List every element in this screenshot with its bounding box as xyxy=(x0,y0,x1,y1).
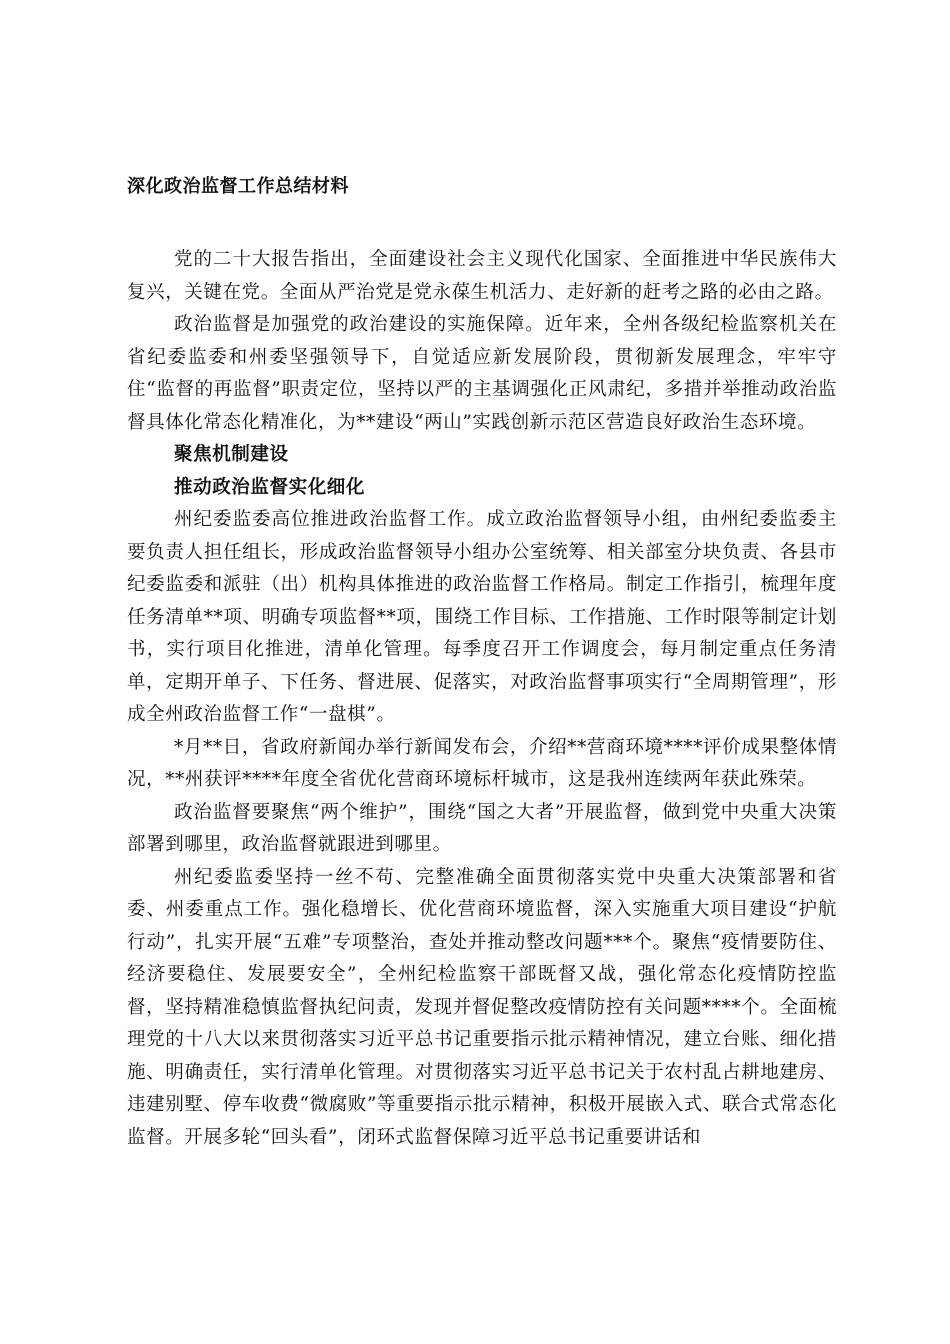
title-spacer xyxy=(127,202,837,244)
section-subheading-refinement: 推动政治监督实化细化 xyxy=(174,476,366,498)
document-title: 深化政治监督工作总结材料 xyxy=(127,176,349,197)
paragraph-leadership-group: 州纪委监委高位推进政治监督工作。成立政治监督领导小组，由州纪委监委主要负责人担任组长，形成政治监督领导小组办公室统筹、相关部室分块负责、各县市纪委监委和派驻（出）机构具体推进的政治监督工作格局。制定工作指引，梳理年度任务清单**项、明确专项监督**项，围绕工作目标、工作措施、工作时限等制定计划书，实行项目化推进，清单化管理。每季度召开工作调度会，每月制定重点任务清单，定期开单子、下任务、督进展、促落实，对政治监督事项实行“全周期管理”，形成全州政治监督工作“一盘棋”。 xyxy=(127,509,837,725)
paragraph-two-safeguards: 政治监督要聚焦“两个维护”，围绕“国之大者”开展监督，做到党中央重大决策部署到哪里，政治监督就跟进到哪里。 xyxy=(127,801,837,855)
section-heading-mechanism: 聚焦机制建设 xyxy=(174,444,289,465)
document-body xyxy=(127,172,837,1154)
paragraph-political-supervision: 政治监督是加强党的政治建设的实施保障。近年来，全州各级纪检监察机关在省纪委监委和州委坚强领导下，自觉适应新发展阶段，贯彻新发展理念，牢牢守住“监督的再监督”职责定位，坚持以严的主基调强化正风肃纪，多措并举推动政治监督具体化常态化精准化，为**建设“两山”实践创新示范区营造良好政治生态环境。 xyxy=(127,314,837,433)
paragraph-implementation: 州纪委监委坚持一丝不苟、完整准确全面贯彻落实党中央重大决策部署和省委、州委重点工作。强化稳增长、优化营商环境监督，深入实施重大项目建设“护航行动”，扎实开展“五难”专项整治，查处并推动整改问题***个。聚焦“疫情要防住、经济要稳住、发展要安全”，全州纪检监察干部既督又战，强化常态化疫情防控监督，坚持精准稳慎监督执纪问责，发现并督促整改疫情防控有关问题****个。全面梳理党的十八大以来贯彻落实习近平总书记重要指示批示精神情况，建立台账、细化措施、明确责任，实行清单化管理。对贯彻落实习近平总书记关于农村乱占耕地建房、违建别墅、停车收费“微腐败”等重要指示批示精神，积极开展嵌入式、联合式常态化监督。开展多轮“回头看”，闭环式监督保障习近平总书记重要讲话和 xyxy=(127,866,837,1148)
paragraph-intro: 党的二十大报告指出，全面建设社会主义现代化国家、全面推进中华民族伟大复兴，关键在党。全面从严治党是党永葆生机活力、走好新的赶考之路的必由之路。 xyxy=(127,249,837,303)
paragraph-press-conference: *月**日，省政府新闻办举行新闻发布会，介绍**营商环境****评价成果整体情况，**州获评****年度全省优化营商环境标杆城市，这是我州连续两年获此殊荣。 xyxy=(127,736,837,790)
